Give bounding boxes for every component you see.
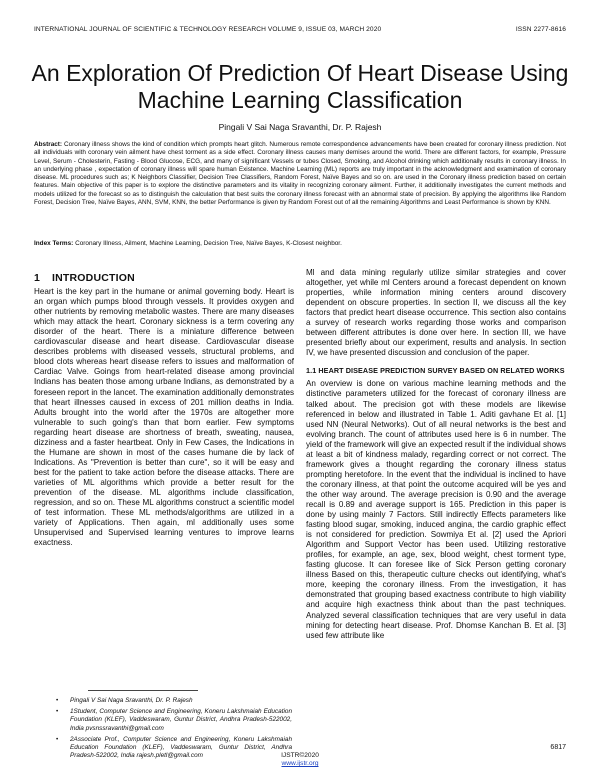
footnote-bullet: •	[56, 708, 59, 716]
index-terms-text: Coronary Illness, Ailment, Machine Learning, Decision Tree, Naïve Bayes, K-Closest neighbor.	[73, 240, 342, 247]
abstract	[34, 141, 566, 207]
footnote-divider	[88, 690, 198, 691]
section-number: 1	[34, 272, 41, 284]
journal-header: INTERNATIONAL JOURNAL OF SCIENTIFIC & TECHNOLOGY RESEARCH VOLUME 9, ISSUE 03, MARCH 2020	[34, 26, 382, 33]
footnote-item: • Pingali V Sai Naga Sravanthi, Dr. P. Rajesh	[56, 697, 193, 704]
survey-paragraph: An overview is done on various machine learning methods and the distinctive parameters utilized for the forecast of coronary illness are talked about. The precision got with these models are likewise referenced in below and illustrated in Table 1. Aditi gavhane Et al. [1] used NN (Neural Networks). Out of all neural networks is the best and evolving branch. The count of attributes used here is 6 in number. The yield of the framework will give an expected result if the individual shows at least a bit of kindness malady, regarding correct or not correct. The framework gives a thought regarding the coronary illness status prompting heretofore. In the event that the individual is inclined to have the coronary illness, at that point the outcome acquired will be yes and the other way around. The average precision is 0.90 and the average recall is 0.89 and average support is 165. Prediction in this paper is done by using mainly 7 Factors. Still indirectly Effects parameters like fasting blood sugar, smoking, induced angina, the cardio graphic effect is not considered for prediction. Sowmiya Et al. [2] used the Apriori Algorithm and Support Vector has been used. Utilizing restorative profiles, for example, an age, sex, blood weight, chest torment type, fasting glucose. It can foresee like of Sick Person getting coronary illness Based on this, therapeutic culture checks out identifying, what's more, keeping the coronary illness. From the investigation, it has demonstrated that grouping based exactness contribute to high viability and acquire high exactness think about than the past techniques. Analyzed several classification techniques that are very useful in data mining for detecting heart disease. Prof. Dhomse Kanchan B. Et al. [3] used few attribute like	[306, 379, 566, 640]
page-footer	[0, 752, 600, 768]
section-heading	[34, 273, 294, 283]
left-column	[34, 268, 294, 548]
author-line: Pingali V Sai Naga Sravanthi, Dr. P. Rajesh	[218, 122, 382, 132]
issn-label: ISSN 2277-8616	[515, 26, 566, 33]
subsection-heading: 1.1 HEART DISEASE PREDICTION SURVEY BASED ON RELATED WORKS	[306, 366, 565, 376]
paper-title: An Exploration Of Prediction Of Heart Disease Using Machine Learning Classification	[31, 60, 569, 113]
page-number: 6817	[550, 744, 566, 751]
right-column	[306, 268, 566, 641]
abstract-label: Abstract:	[34, 141, 63, 148]
section-title: INTRODUCTION	[52, 272, 135, 284]
footnote-item: • 2Associate Prof., Computer Science and Engineering, Koneru Lakshmaiah Education Foundation (KLEF), Vaddeswaram, Guntur District, Andhra Pradesh-522002, India rajesh.pletl@gmail.com	[56, 735, 292, 760]
abstract-text: Coronary illness shows the kind of condition which prompts heart glitch. Numerous remote correspondence advancements have been created for coronary illness prediction. Not all individuals with coronary vein ailment have chest torment as a side effect. Coronary illness causes many demises around the world. There are different factors, for example, Pressure Level, Serum - Cholesterin, Fasting - Blood Glucose, ECG, and many of significant Vessels or tubes Closed, Smoking, and Alcohol drinking which additionally results in coronary illness. In an underlying phase , expectation of coronary illness will spare human Existence. Machine Learning (ML) reports are truly important in the acknowledgment and examination of coronary disease. ML procedures such as; K Neighbors Classifier, Decision Tree Classifiers, Random Forest, Naïve Bayes and so on. are used in the Coronary illness prediction based on certain features. Main objective of this paper is to explore the distinctive parameters and its vitality in recognizing coronary ailment. Further, it additionally investigates the current methods and models utilized for the forecast so as to distinguish the calculation that best suits the coronary illness forecast with an abnormal state of precision. By applying the algorithms like Random Forest, Decision Tree, Naïve Bayes, ANN, SVM, KNN, the better Performance is given by Random Forest out of all the remaining Algorithms and Least Performance is shown by KNN.	[34, 141, 566, 207]
publisher-label: IJSTR©2020	[281, 752, 319, 759]
index-terms-label: Index Terms:	[34, 240, 74, 247]
index-terms	[34, 240, 566, 248]
intro-paragraph-continued: Ml and data mining regularly utilize similar strategies and cover altogether, yet while ml Centers around a forecast dependent on known properties, while information mining centers around discovery dependent on obscure properties. In section II, we discuss all the key factors that predict heart disease occurrence. This section also contains a survey of research works regarding those works and comparison between different attributes is done over here. In section III, we have presented briefly about our experiment, results and analysis. In section IV, we have presented discussion and conclusion of the paper.	[306, 268, 566, 358]
website-link[interactable]: www.ijstr.org	[281, 760, 319, 767]
footnote-bullet: •	[56, 735, 59, 743]
footnote-item: • 1Student, Computer Science and Engineering, Koneru Lakshmaiah Education Foundation (KLEF), Vaddeswaram, Guntur District, Andhra Pradesh-522002, India pvsnssravanthi@gmail.com	[56, 708, 292, 732]
footnote-bullet: •	[56, 697, 59, 704]
running-header	[34, 26, 566, 38]
intro-paragraph: Heart is the key part in the humane or animal governing body. Heart is an organ which pumps blood through vessels. It provides oxygen and other nutrients by removing metabolic wastes. There are many diseases which may attack the heart. Coronary sickness is a term covering any disorder of the heart. There is a miniature difference between cardiovascular disease and heart disease. Cardiovascular disease describes problems with diseased vessels, structural problems, and blood clots whereas heart disease refers to issues and malformation of Cardiac Valve. Goings from heart-related disease among provincial Indians has beaten those among urbane Indians, as demonstrated by a foreseen report in the lancet. The examination additionally demonstrates that heart illnesses caused in excess of 201 million deaths in India. Adults brought into the world after the 1970s are altogether more vulnerable to such going's than that born earlier. Few symptoms regarding heart disease are shortness of breath, sweating, nausea, dizziness and a faster heartbeat. Only in Few Cases, the Indications in the Humane are shown in most of the cases humane die by lack of Indications. As "Prevention is better than cure", so it will be easy and best for the patient to take action before the disease attacks. There are varieties of ML algorithms which provide a better result for the prevention of the disease. ML algorithms include classification, regression, and so on. These ML algorithms construct a scientific model of test information. These ML methods/algorithms are utilized in a variety of Applications. Then again, ml additionally uses some Unsupervised and Supervised learning ventures to improve learns exactness.	[34, 287, 294, 548]
